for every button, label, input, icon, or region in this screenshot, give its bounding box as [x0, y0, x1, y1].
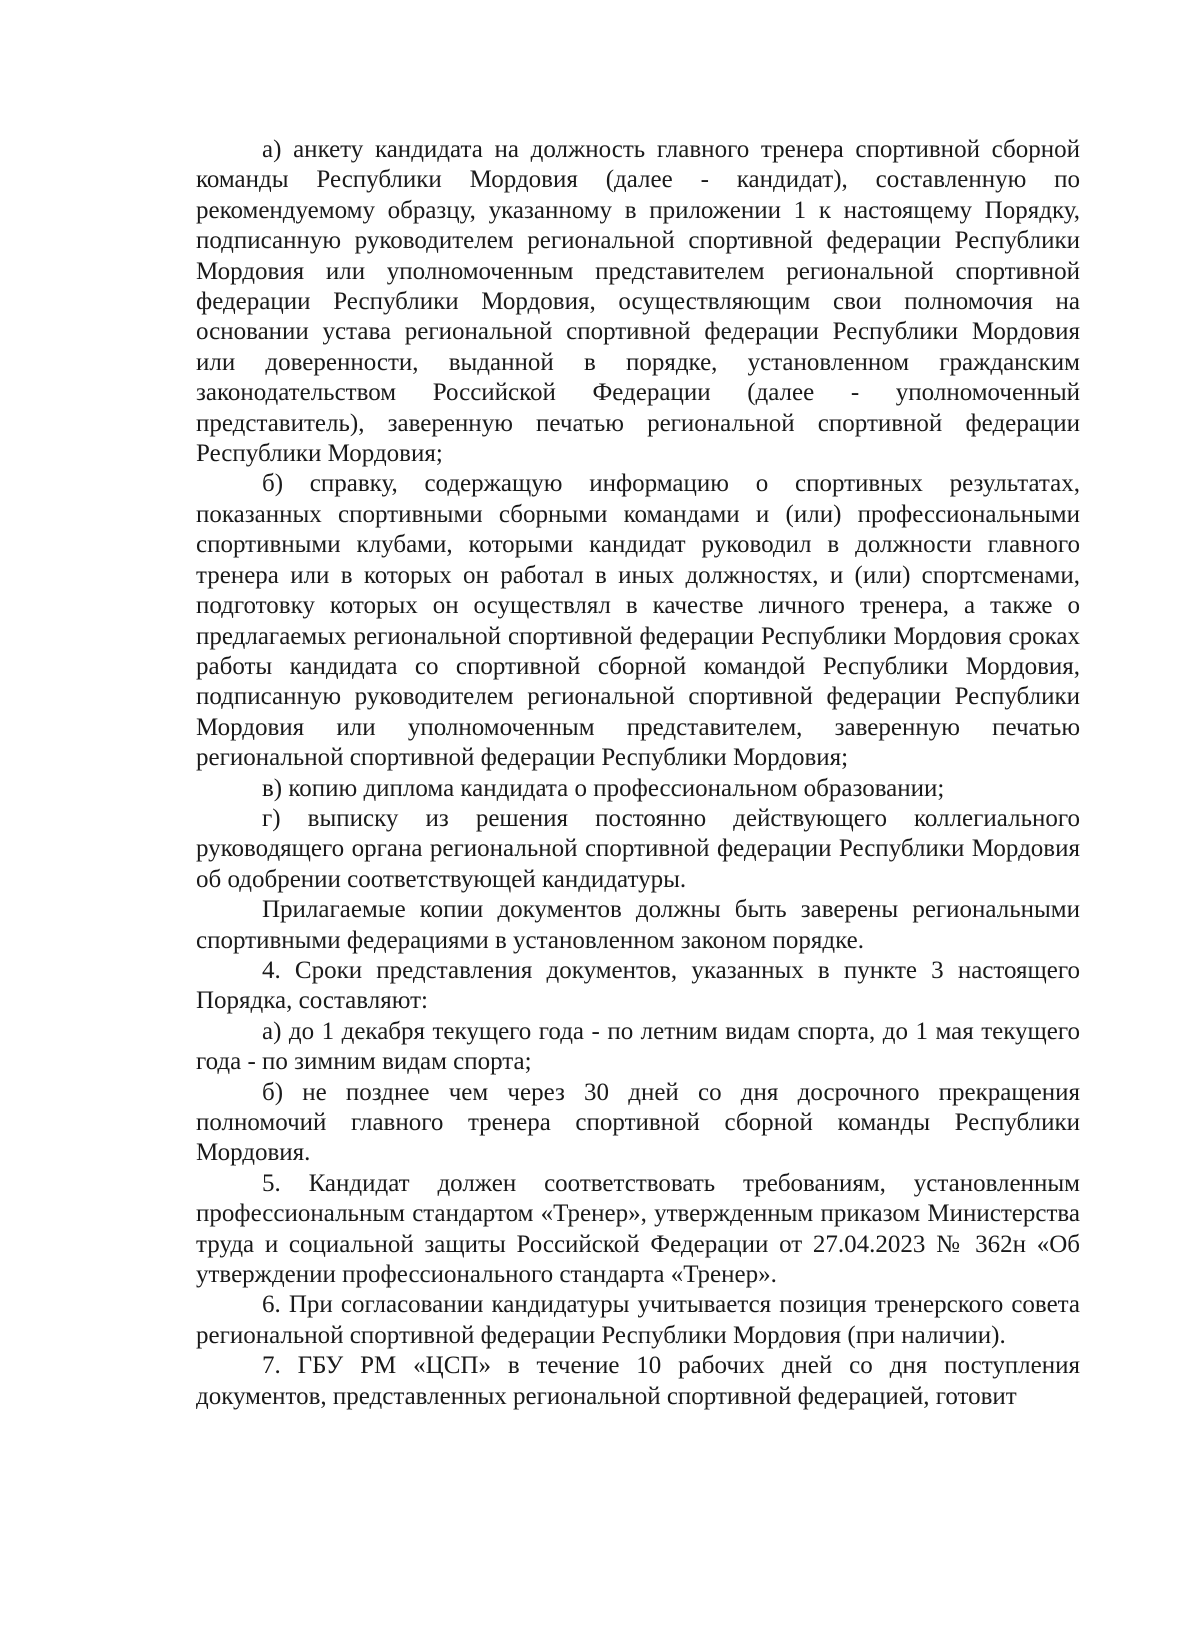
paragraph-decision-extract: г) выписку из решения постоянно действующего коллегиального руководящего органа региональной спортивной федерации Республики Мордовия об одобрении соответствующей кандидатуры.	[196, 804, 1080, 893]
paragraph-section-6: 6. При согласовании кандидатуры учитывается позиция тренерского совета региональной спортивной федерации Республики Мордовия (при наличии).	[196, 1291, 1080, 1349]
paragraph-section-7: 7. ГБУ РМ «ЦСП» в течение 10 рабочих дней со дня поступления документов, представленных региональной спортивной федерацией, готовит	[196, 1352, 1080, 1410]
paragraph-section-4b: б) не позднее чем через 30 дней со дня досрочного прекращения полномочий главного тренера спортивной сборной команды Республики Мордовия.	[196, 1078, 1080, 1167]
paragraph-section-5: 5. Кандидат должен соответствовать требованиям, установленным профессиональным стандартом «Тренер», утвержденным приказом Министерства труда и социальной защиты Российской Федерации от 27.04.2023 № 362н «Об утверждении профессионального стандарта «Тренер».	[196, 1169, 1080, 1289]
paragraph-diploma-copy: в) копию диплома кандидата о профессиональном образовании;	[262, 774, 945, 802]
paragraph-certificate: б) справку, содержащую информацию о спортивных результатах, показанных спортивными сборными командами и (или) профессиональными спортивными клубами, которыми кандидат руководил в должности главного тренера или в которых он работал в иных должностях, и (или) спортсменами, подготовку которых он осуществлял в качестве личного тренера, а также о предлагаемых региональной спортивной федерации Республики Мордовия сроках работы кандидата со спортивной сборной командой Республики Мордовия, подписанную руководителем региональной спортивной федерации Республики Мордовия или уполномоченным представителем, заверенную печатью региональной спортивной федерации Республики Мордовия;	[196, 470, 1080, 772]
paragraph-copies-certified: Прилагаемые копии документов должны быть заверены региональными спортивными федерациями в установленном законом порядке.	[196, 896, 1080, 954]
paragraph-section-4: 4. Сроки представления документов, указанных в пункте 3 настоящего Порядка, составляют:	[196, 956, 1080, 1015]
paragraph-section-4a: а) до 1 декабря текущего года - по летним видам спорта, до 1 мая текущего года - по зимним видам спорта;	[196, 1017, 1080, 1076]
paragraph-questionnaire: а) анкету кандидата на должность главного тренера спортивной сборной команды Республики Мордовия (далее - кандидат), составленную по рекомендуемому образцу, указанному в приложении 1 к настоящему Порядку, подписанную руководителем региональной спортивной федерации Республики Мордовия или уполномоченным представителем региональной спортивной федерации Республики Мордовия, осуществляющим свои полномочия на основании устава региональной спортивной федерации Республики Мордовия или доверенности, выданной в порядке, установленном гражданским законодательством Российской Федерации (далее - уполномоченный представитель), заверенную печатью региональной спортивной федерации Республики Мордовия;	[196, 136, 1080, 468]
document-page	[196, 135, 1080, 1412]
